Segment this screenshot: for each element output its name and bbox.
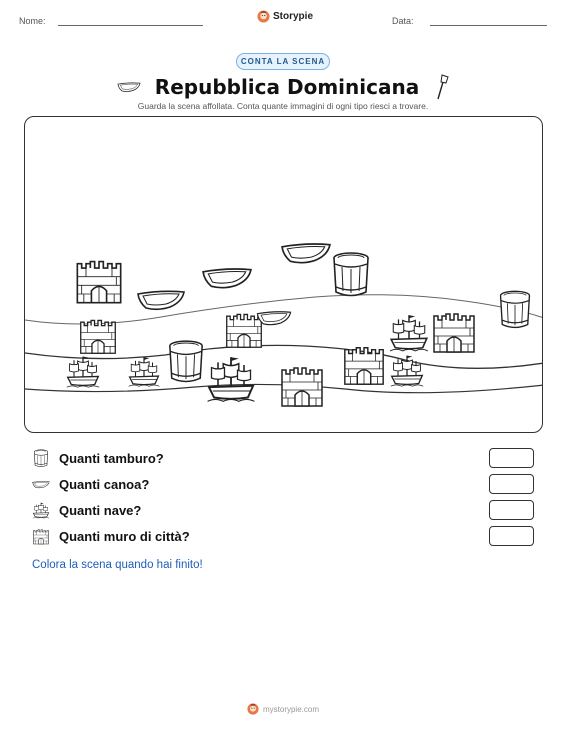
ship-icon	[32, 501, 50, 519]
drum-icon[interactable]	[498, 289, 532, 331]
canoe-icon	[117, 80, 141, 94]
canoe-icon[interactable]	[256, 303, 292, 333]
city-wall-icon[interactable]	[278, 363, 326, 409]
question-text: Quanti tamburo?	[59, 450, 164, 466]
date-label: Data:	[392, 16, 414, 26]
ship-icon[interactable]	[389, 350, 425, 390]
drum-icon[interactable]	[167, 339, 205, 385]
question-row	[32, 447, 538, 469]
answer-box[interactable]	[489, 500, 534, 520]
question-text: Quanti canoa?	[59, 476, 150, 492]
question-text: Quanti nave?	[59, 502, 142, 518]
storypie-logo-icon	[257, 10, 270, 23]
footer-url[interactable]: mystorypie.com	[262, 704, 319, 714]
ship-icon[interactable]	[65, 353, 101, 389]
scene-tag: CONTA LA SCENA	[236, 53, 330, 70]
question-row	[32, 499, 538, 521]
instructions-subtitle: Guarda la scena affollata. Conta quante immagini di ogni tipo riesci a trovare.	[137, 101, 429, 111]
canoe-icon	[32, 475, 50, 493]
drum-icon[interactable]	[331, 251, 371, 299]
footer	[0, 703, 566, 715]
ship-icon[interactable]	[127, 353, 161, 389]
city-wall-icon[interactable]	[73, 257, 125, 305]
answer-box[interactable]	[489, 526, 534, 546]
city-wall-icon[interactable]	[77, 317, 119, 355]
question-text: Quanti muro di città?	[59, 528, 190, 544]
city-wall-icon	[32, 527, 50, 545]
ship-icon[interactable]	[388, 311, 430, 353]
title-row	[0, 73, 566, 101]
answer-box[interactable]	[489, 474, 534, 494]
name-label: Nome:	[19, 16, 46, 26]
drum-icon	[32, 449, 50, 467]
canoe-icon[interactable]	[280, 234, 332, 272]
answer-box[interactable]	[489, 448, 534, 468]
canoe-icon[interactable]	[136, 283, 186, 317]
city-wall-icon[interactable]	[341, 343, 387, 387]
canoe-icon[interactable]	[201, 260, 253, 296]
brand	[257, 10, 313, 23]
name-line[interactable]	[58, 25, 203, 26]
date-line[interactable]	[430, 25, 547, 26]
counting-scene[interactable]	[24, 116, 543, 433]
page-title: Repubblica Dominicana	[154, 75, 420, 99]
brand-name: Storypie	[273, 11, 314, 22]
coloring-instruction: Colora la scena quando hai finito!	[32, 559, 203, 571]
question-row	[32, 473, 538, 495]
paddle-icon	[433, 74, 449, 100]
storypie-logo-icon	[247, 703, 259, 715]
ship-icon[interactable]	[205, 351, 257, 405]
city-wall-icon[interactable]	[430, 310, 478, 354]
question-row	[32, 525, 538, 547]
